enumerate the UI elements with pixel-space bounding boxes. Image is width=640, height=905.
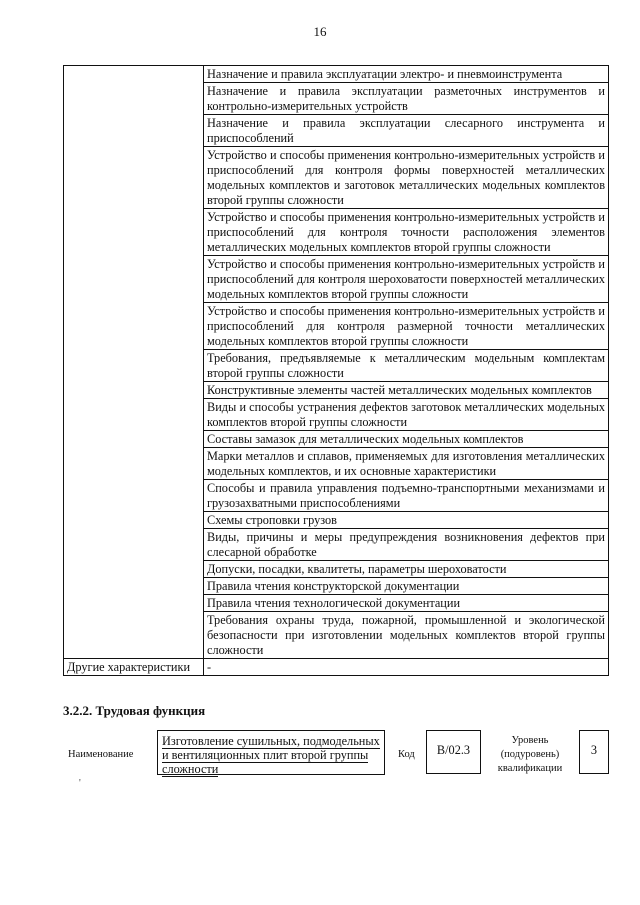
knowledge-item: Допуски, посадки, квалитеты, параметры шероховатости [204, 561, 609, 578]
section-title: 3.2.2. Трудовая функция [63, 703, 206, 718]
knowledge-item: Назначение и правила эксплуатации электро- и пневмоинструмента [204, 66, 609, 83]
qualification-level-label: Уровень (подуровень) квалификации [497, 735, 563, 774]
knowledge-item: Виды и способы устранения дефектов заготовок металлических модельных комплектов второй группы сложности [204, 399, 609, 431]
table-row-other [64, 659, 609, 676]
knowledge-item: Требования, предъявляемые к металлическим модельным комплектам второй группы сложности [204, 350, 609, 382]
other-characteristics-label: Другие характеристики [64, 659, 204, 676]
knowledge-item: Устройство и способы применения контрольно-измерительных устройств и приспособлений для контроля точности расположения элементов металлических модельных комплектов второй группы сложности [204, 209, 609, 256]
knowledge-item: Назначение и правила эксплуатации слесарного инструмента и приспособлений [204, 115, 609, 147]
function-name-box [157, 730, 385, 775]
code-label: Код [398, 749, 415, 760]
row-label-cell [64, 66, 204, 659]
knowledge-item: Правила чтения конструкторской документации [204, 578, 609, 595]
name-label: Наименование [68, 749, 134, 760]
knowledge-item: Устройство и способы применения контрольно-измерительных устройств и приспособлений для контроля размерной точности металлических модельных комплектов второй группы сложности [204, 303, 609, 350]
knowledge-item: Правила чтения технологической документации [204, 595, 609, 612]
function-name-value: Изготовление сушильных, подмодельных и вентиляционных плит второй группы сложности [162, 734, 380, 776]
table-row [64, 66, 609, 83]
qualification-level-value: 3 [579, 730, 609, 774]
knowledge-table [63, 65, 609, 676]
knowledge-item: Марки металлов и сплавов, применяемых для изготовления металлических модельных комплектов, и их основные характеристики [204, 448, 609, 480]
stray-mark: ' [79, 778, 81, 789]
knowledge-item: Виды, причины и меры предупреждения возникновения дефектов при слесарной обработке [204, 529, 609, 561]
knowledge-item: Устройство и способы применения контрольно-измерительных устройств и приспособлений для контроля шероховатости поверхностей металлических модельных комплектов второй группы сложности [204, 256, 609, 303]
knowledge-item: Требования охраны труда, пожарной, промышленной и экологической безопасности при изготовлении модельных комплектов второй группы сложности [204, 612, 609, 659]
code-value: B/02.3 [426, 730, 481, 774]
page-number: 16 [313, 24, 327, 39]
knowledge-item: Способы и правила управления подъемно-транспортными механизмами и грузозахватными приспособлениями [204, 480, 609, 512]
knowledge-item: Конструктивные элементы частей металлических модельных комплектов [204, 382, 609, 399]
knowledge-item: Схемы строповки грузов [204, 512, 609, 529]
knowledge-item: Устройство и способы применения контрольно-измерительных устройств и приспособлений для контроля формы поверхностей металлических модельных комплектов и заготовок металлических модельных комплектов второй группы сложности [204, 147, 609, 209]
knowledge-item: Составы замазок для металлических модельных комплектов [204, 431, 609, 448]
other-characteristics-value: - [204, 659, 609, 676]
knowledge-item: Назначение и правила эксплуатации разметочных инструментов и контрольно-измерительных устройств [204, 83, 609, 115]
